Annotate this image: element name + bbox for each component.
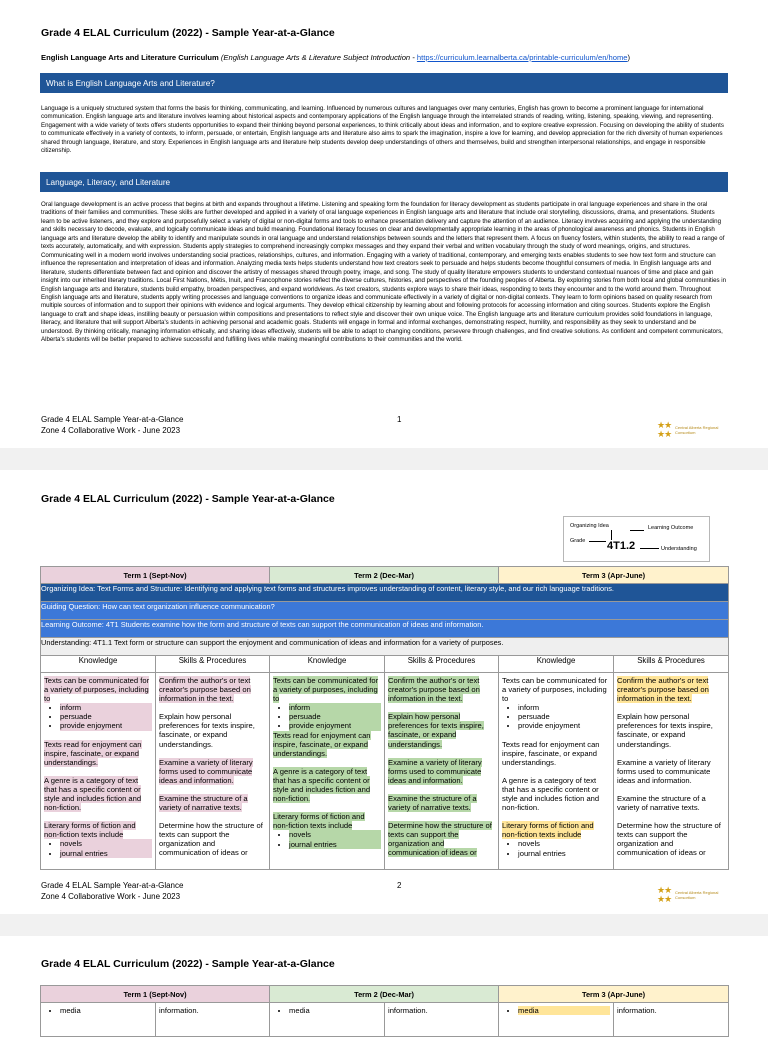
term-3-skills-cell bbox=[614, 673, 729, 870]
knowledge-text: Texts can be communicated for a variety of purposes, including to bbox=[502, 676, 608, 704]
section-paragraph-language-literacy: Oral language development is an active process that begins at birth and expands throughout a lifetime. Listening and speaking form the foundation for literacy development as students participate in oral language experiences and share in the oral traditions of their families and communities. These skills are further developed and applied in a variety of oral language experiences in English language arts and literature that include oral storytelling, discussions, drama, and presentations. Students learn to be active listeners, and they explore and purposefully select a variety of digital or non-digital forms and tools to enhance presentation delivery and capture the attention of an audience. Literacy involves acquiring and applying the understanding and skills necessary to decode, evaluate, and logically communicate ideas and build meaning. Foundational literacy focuses on clear and developmentally appropriate learning in the areas of phonological awareness and phonics. Students in English language arts and literature develop the ability to identify and manipulate sounds in oral language and understand relationships between sounds and the letters that represent them. A focus on fluency fosters, within students, the ability to read a range of texts accurately, automatically, and with expression. Students apply strategies to comprehend increasingly complex messages and they expand their verbal and written vocabulary through the study of word meanings, origins, and structures. Communicating well in a modern world involves understanding social practices, relationships, cultures, and information. Engaging with a variety of traditional, contemporary, and emerging texts enables students to see how text form and structure can influence the representation and interpretation of ideas and information. Analyzing media texts helps students understand how text creators seek to persuade and helps students become thoughtful consumers of media. In English language arts and literature, students differentiate between fact and opinion and discover the artistry of messages shared through poetry, image, and song. The study of quality literature empowers students to understand contextual nuances of time and place and gain insight into our inherited literary traditions. Local First Nations, Métis, Inuit, and Francophone stories reflect the diverse cultures, histories, and perspectives of the founding peoples of Alberta. By exploring stories from both local and global communities in English language arts and literature, students build empathy, broaden perspectives, and expand worldviews. As text creators, students explore ways to share their ideas, responding to texts they encounter and to the world around them. Throughout English language arts and literature, students apply writing processes and language conventions to organize ideas and communicate effectively in a variety of digital or non-digital contexts. They learn to form opinions based on quality research from multiple sources of information and to support their opinions with evidence and logical arguments. They develop ethical citizenship by learning about and following protocols for accessing information and citing sources. Students explore the English language to craft and shape ideas, instilling beauty or persuasion within compositions and presentations to reflect style and discover their own unique voice. The English language arts and literature curriculum provides solid foundations in language, literacy, and literature that will support Alberta's students in achieving personal and academic goals. Students will engage in formal and informal exchanges, demonstrating respect, humility, and responsibility as they seek to understand and be understood. By thinking critically, managing information ethically, and sharing ideas effectively, students will be able to adapt to changing conditions, persevere through challenges, and find creative solutions. As confident and competent communicators, Alberta's students will be better prepared to achieve successful and fulfilling lives while making meaningful contributions to their communities and the world. bbox=[41, 201, 727, 344]
knowledge-text: Texts can be communicated for a variety of purposes, including to bbox=[44, 676, 150, 704]
skills-text: Examine a variety of literary forms used to communicate ideas and information. bbox=[388, 757, 482, 785]
learning-outcome-row: Learning Outcome: 4T1 Students examine how the form and structure of texts can support the communication of ideas and information. bbox=[41, 620, 729, 638]
year-at-a-glance-table-continued bbox=[40, 985, 729, 1037]
skills-text: information. bbox=[388, 1006, 428, 1015]
term-1-skills-cell bbox=[156, 673, 270, 870]
knowledge-text: Texts read for enjoyment can inspire, fascinate, or expand understandings. bbox=[44, 739, 142, 767]
section-paragraph-what-is-elal: Language is a uniquely structured system that forms the basis for thinking, communicating, and learning. Influenced by numerous cultures and languages over many centuries, English has grown to become a prominent language for international communication. English language arts and literature involves learning about historical aspects and contemporary applications of the English language through the interrelated strands of reading, writing, listening, speaking, viewing, and representing. Engagement with a wide variety of texts offers students opportunities to expand their thinking beyond personal experiences, to think critically about ideas and information, and to explore creative expression. Focusing on developing the ability of students to communicate effectively in a variety of contexts, to inform, persuade, or entertain, English language arts and literature also aims to spark the imagination, inspire a love for learning, and develop appreciation for the rich diversity of human experiences shared through language, literature, and story. Experiences in English language arts and literature help students develop deep understandings of others and themselves, build and strengthen interpersonal relationships, and engage in responsible citizenship. bbox=[41, 105, 724, 155]
footer-line-1: Grade 4 ELAL Sample Year-at-a-Glance bbox=[41, 881, 184, 890]
legend-line bbox=[630, 530, 644, 531]
star-logo-icon: ★★ ★★ bbox=[657, 420, 672, 439]
list-item: • journal entries bbox=[518, 849, 610, 858]
skills-text: Explain how personal preferences for texts inspire, fascinate, or expand understandings. bbox=[617, 712, 713, 749]
skills-header: Skills & Procedures bbox=[385, 656, 499, 673]
document-title: Grade 4 ELAL Curriculum (2022) - Sample Year-at-a-Glance bbox=[41, 958, 335, 970]
legend-line bbox=[589, 541, 606, 542]
term-1-knowledge-cell bbox=[41, 1003, 156, 1037]
skills-text: Determine how the structure of texts can support the organization and communication of ideas or bbox=[159, 821, 263, 858]
list-item: • novels bbox=[289, 830, 381, 839]
knowledge-text: Texts can be communicated for a variety of purposes, including to bbox=[273, 676, 379, 704]
guiding-question-row: Guiding Question: How can text organization influence communication? bbox=[41, 602, 729, 620]
document-title: Grade 4 ELAL Curriculum (2022) - Sample Year-at-a-Glance bbox=[41, 27, 335, 39]
knowledge-text: A genre is a category of text that has a specific content or style and includes fiction and non-fiction. bbox=[44, 775, 142, 813]
footer-line-2: Zone 4 Collaborative Work - June 2023 bbox=[41, 891, 181, 901]
skills-text: Examine a variety of literary forms used to communicate ideas and information. bbox=[159, 757, 253, 785]
curriculum-link[interactable]: https://curriculum.learnalberta.ca/printable-curriculum/en/home bbox=[416, 53, 628, 62]
skills-text: Examine the structure of a variety of narrative texts. bbox=[617, 793, 706, 813]
logo-text: Central Alberta Regional Consortium bbox=[675, 890, 719, 900]
section-heading-text: What is English Language Arts and Literature? bbox=[46, 78, 215, 88]
document-title: Grade 4 ELAL Curriculum (2022) - Sample Year-at-a-Glance bbox=[41, 493, 335, 505]
list-item: • media bbox=[289, 1006, 381, 1015]
skills-text: information. bbox=[617, 1006, 657, 1015]
code-legend-diagram bbox=[563, 516, 710, 562]
skills-header: Skills & Procedures bbox=[156, 656, 270, 673]
subject-end: ) bbox=[627, 53, 631, 62]
footer-line-1: Grade 4 ELAL Sample Year-at-a-Glance bbox=[41, 415, 184, 424]
skills-text: Examine the structure of a variety of narrative texts. bbox=[159, 793, 248, 813]
term-2-knowledge-cell bbox=[270, 673, 385, 870]
knowledge-text: Texts read for enjoyment can inspire, fascinate, or expand understandings. bbox=[273, 730, 371, 758]
term-1-header: Term 1 (Sept-Nov) bbox=[41, 986, 270, 1003]
list-item: • provide enjoyment bbox=[289, 721, 381, 730]
logo-text: Central Alberta Regional Consortium bbox=[675, 425, 719, 435]
list-item: • inform bbox=[60, 703, 152, 712]
skills-text: Confirm the author's or text creator's purpose based on information in the text. bbox=[159, 676, 251, 704]
term-2-skills-cell bbox=[385, 673, 499, 870]
knowledge-text: A genre is a category of text that has a specific content or style and includes fiction and non-fiction. bbox=[502, 775, 600, 813]
page-footer bbox=[41, 415, 183, 436]
knowledge-header: Knowledge bbox=[270, 656, 385, 673]
skills-text: Confirm the author's or text creator's purpose based on information in the text. bbox=[617, 676, 709, 704]
page-separator bbox=[0, 448, 768, 470]
skills-text: Determine how the structure of texts can support the organization and communication of ideas or bbox=[617, 821, 721, 858]
page-1 bbox=[0, 0, 768, 440]
term-3-header: Term 3 (Apr-June) bbox=[499, 567, 729, 584]
section-heading-language-literacy bbox=[40, 172, 728, 192]
skills-text: Explain how personal preferences for texts inspire, fascinate, or expand understandings. bbox=[159, 712, 255, 749]
term-3-header: Term 3 (Apr-June) bbox=[499, 986, 729, 1003]
understanding-row: Understanding: 4T1.1 Text form or structure can support the enjoyment and communication of ideas and information for a variety of purposes. bbox=[41, 638, 729, 656]
skills-header: Skills & Procedures bbox=[614, 656, 729, 673]
list-item: • inform bbox=[289, 703, 381, 712]
term-3-skills-cell bbox=[614, 1003, 729, 1037]
list-item: • persuade bbox=[60, 712, 152, 721]
skills-text: Explain how personal preferences for texts inspire, fascinate, or expand understandings. bbox=[388, 712, 484, 749]
consortium-logo bbox=[657, 419, 727, 441]
term-3-knowledge-cell bbox=[499, 1003, 614, 1037]
subject-introduction-line bbox=[41, 53, 630, 62]
list-item: • novels bbox=[518, 839, 610, 848]
skills-text: Examine a variety of literary forms used to communicate ideas and information. bbox=[617, 757, 711, 785]
section-heading-text: Language, Literacy, and Literature bbox=[46, 177, 171, 187]
knowledge-header: Knowledge bbox=[41, 656, 156, 673]
term-1-header: Term 1 (Sept-Nov) bbox=[41, 567, 270, 584]
organizing-idea-row: Organizing Idea: Text Forms and Structure: Identifying and applying text forms and structures improves understanding of content, literary style, and our rich language traditions. bbox=[41, 584, 729, 602]
legend-grade: Grade bbox=[570, 538, 586, 544]
consortium-logo bbox=[657, 884, 727, 906]
subject-italic: (English Language Arts & Literature Subject Introduction - bbox=[220, 53, 417, 62]
term-2-knowledge-cell bbox=[270, 1003, 385, 1037]
legend-organizing-idea: Organizing Idea bbox=[570, 523, 609, 529]
knowledge-header: Knowledge bbox=[499, 656, 614, 673]
term-2-header: Term 2 (Dec-Mar) bbox=[270, 986, 499, 1003]
knowledge-text: Texts read for enjoyment can inspire, fascinate, or expand understandings. bbox=[502, 739, 600, 767]
term-2-skills-cell bbox=[385, 1003, 499, 1037]
legend-line bbox=[640, 548, 659, 549]
skills-text: Determine how the structure of texts can support the organization and communication of ideas or bbox=[388, 821, 492, 858]
term-1-knowledge-cell bbox=[41, 673, 156, 870]
subject-bold: English Language Arts and Literature Curriculum bbox=[41, 53, 219, 62]
knowledge-text: Literary forms of fiction and non-fiction texts include bbox=[273, 812, 365, 831]
skills-text: Examine the structure of a variety of narrative texts. bbox=[388, 793, 477, 813]
list-item: • journal entries bbox=[60, 849, 152, 858]
legend-line bbox=[611, 530, 612, 540]
skills-text: Confirm the author's or text creator's purpose based on information in the text. bbox=[388, 676, 480, 704]
list-item: • provide enjoyment bbox=[60, 721, 152, 730]
list-item: • novels bbox=[60, 839, 152, 848]
page-footer bbox=[41, 881, 183, 902]
legend-understanding: Understanding bbox=[661, 546, 697, 552]
knowledge-text: A genre is a category of text that has a specific content or style and includes fiction and non-fiction. bbox=[273, 766, 371, 804]
page-separator bbox=[0, 914, 768, 936]
star-logo-icon: ★★ ★★ bbox=[657, 885, 672, 904]
legend-learning-outcome: Learning Outcome bbox=[648, 525, 694, 531]
page-number: 2 bbox=[397, 881, 402, 890]
year-at-a-glance-table bbox=[40, 566, 729, 870]
term-2-header: Term 2 (Dec-Mar) bbox=[270, 567, 499, 584]
list-item: • inform bbox=[518, 703, 610, 712]
list-item: • persuade bbox=[518, 712, 610, 721]
skills-text: information. bbox=[159, 1006, 199, 1015]
list-item: • persuade bbox=[289, 712, 381, 721]
footer-line-2: Zone 4 Collaborative Work - June 2023 bbox=[41, 425, 181, 435]
knowledge-text: Literary forms of fiction and non-fiction texts include bbox=[44, 821, 136, 840]
list-item: • media bbox=[518, 1006, 610, 1015]
term-1-skills-cell bbox=[156, 1003, 270, 1037]
list-item: • provide enjoyment bbox=[518, 721, 610, 730]
page-number: 1 bbox=[397, 415, 402, 424]
section-heading-what-is-elal bbox=[40, 73, 728, 93]
legend-code: 4T1.2 bbox=[607, 540, 636, 552]
knowledge-text: Literary forms of fiction and non-fiction texts include bbox=[502, 821, 594, 840]
list-item: • media bbox=[60, 1006, 152, 1015]
term-3-knowledge-cell bbox=[499, 673, 614, 870]
list-item: • journal entries bbox=[289, 840, 381, 849]
